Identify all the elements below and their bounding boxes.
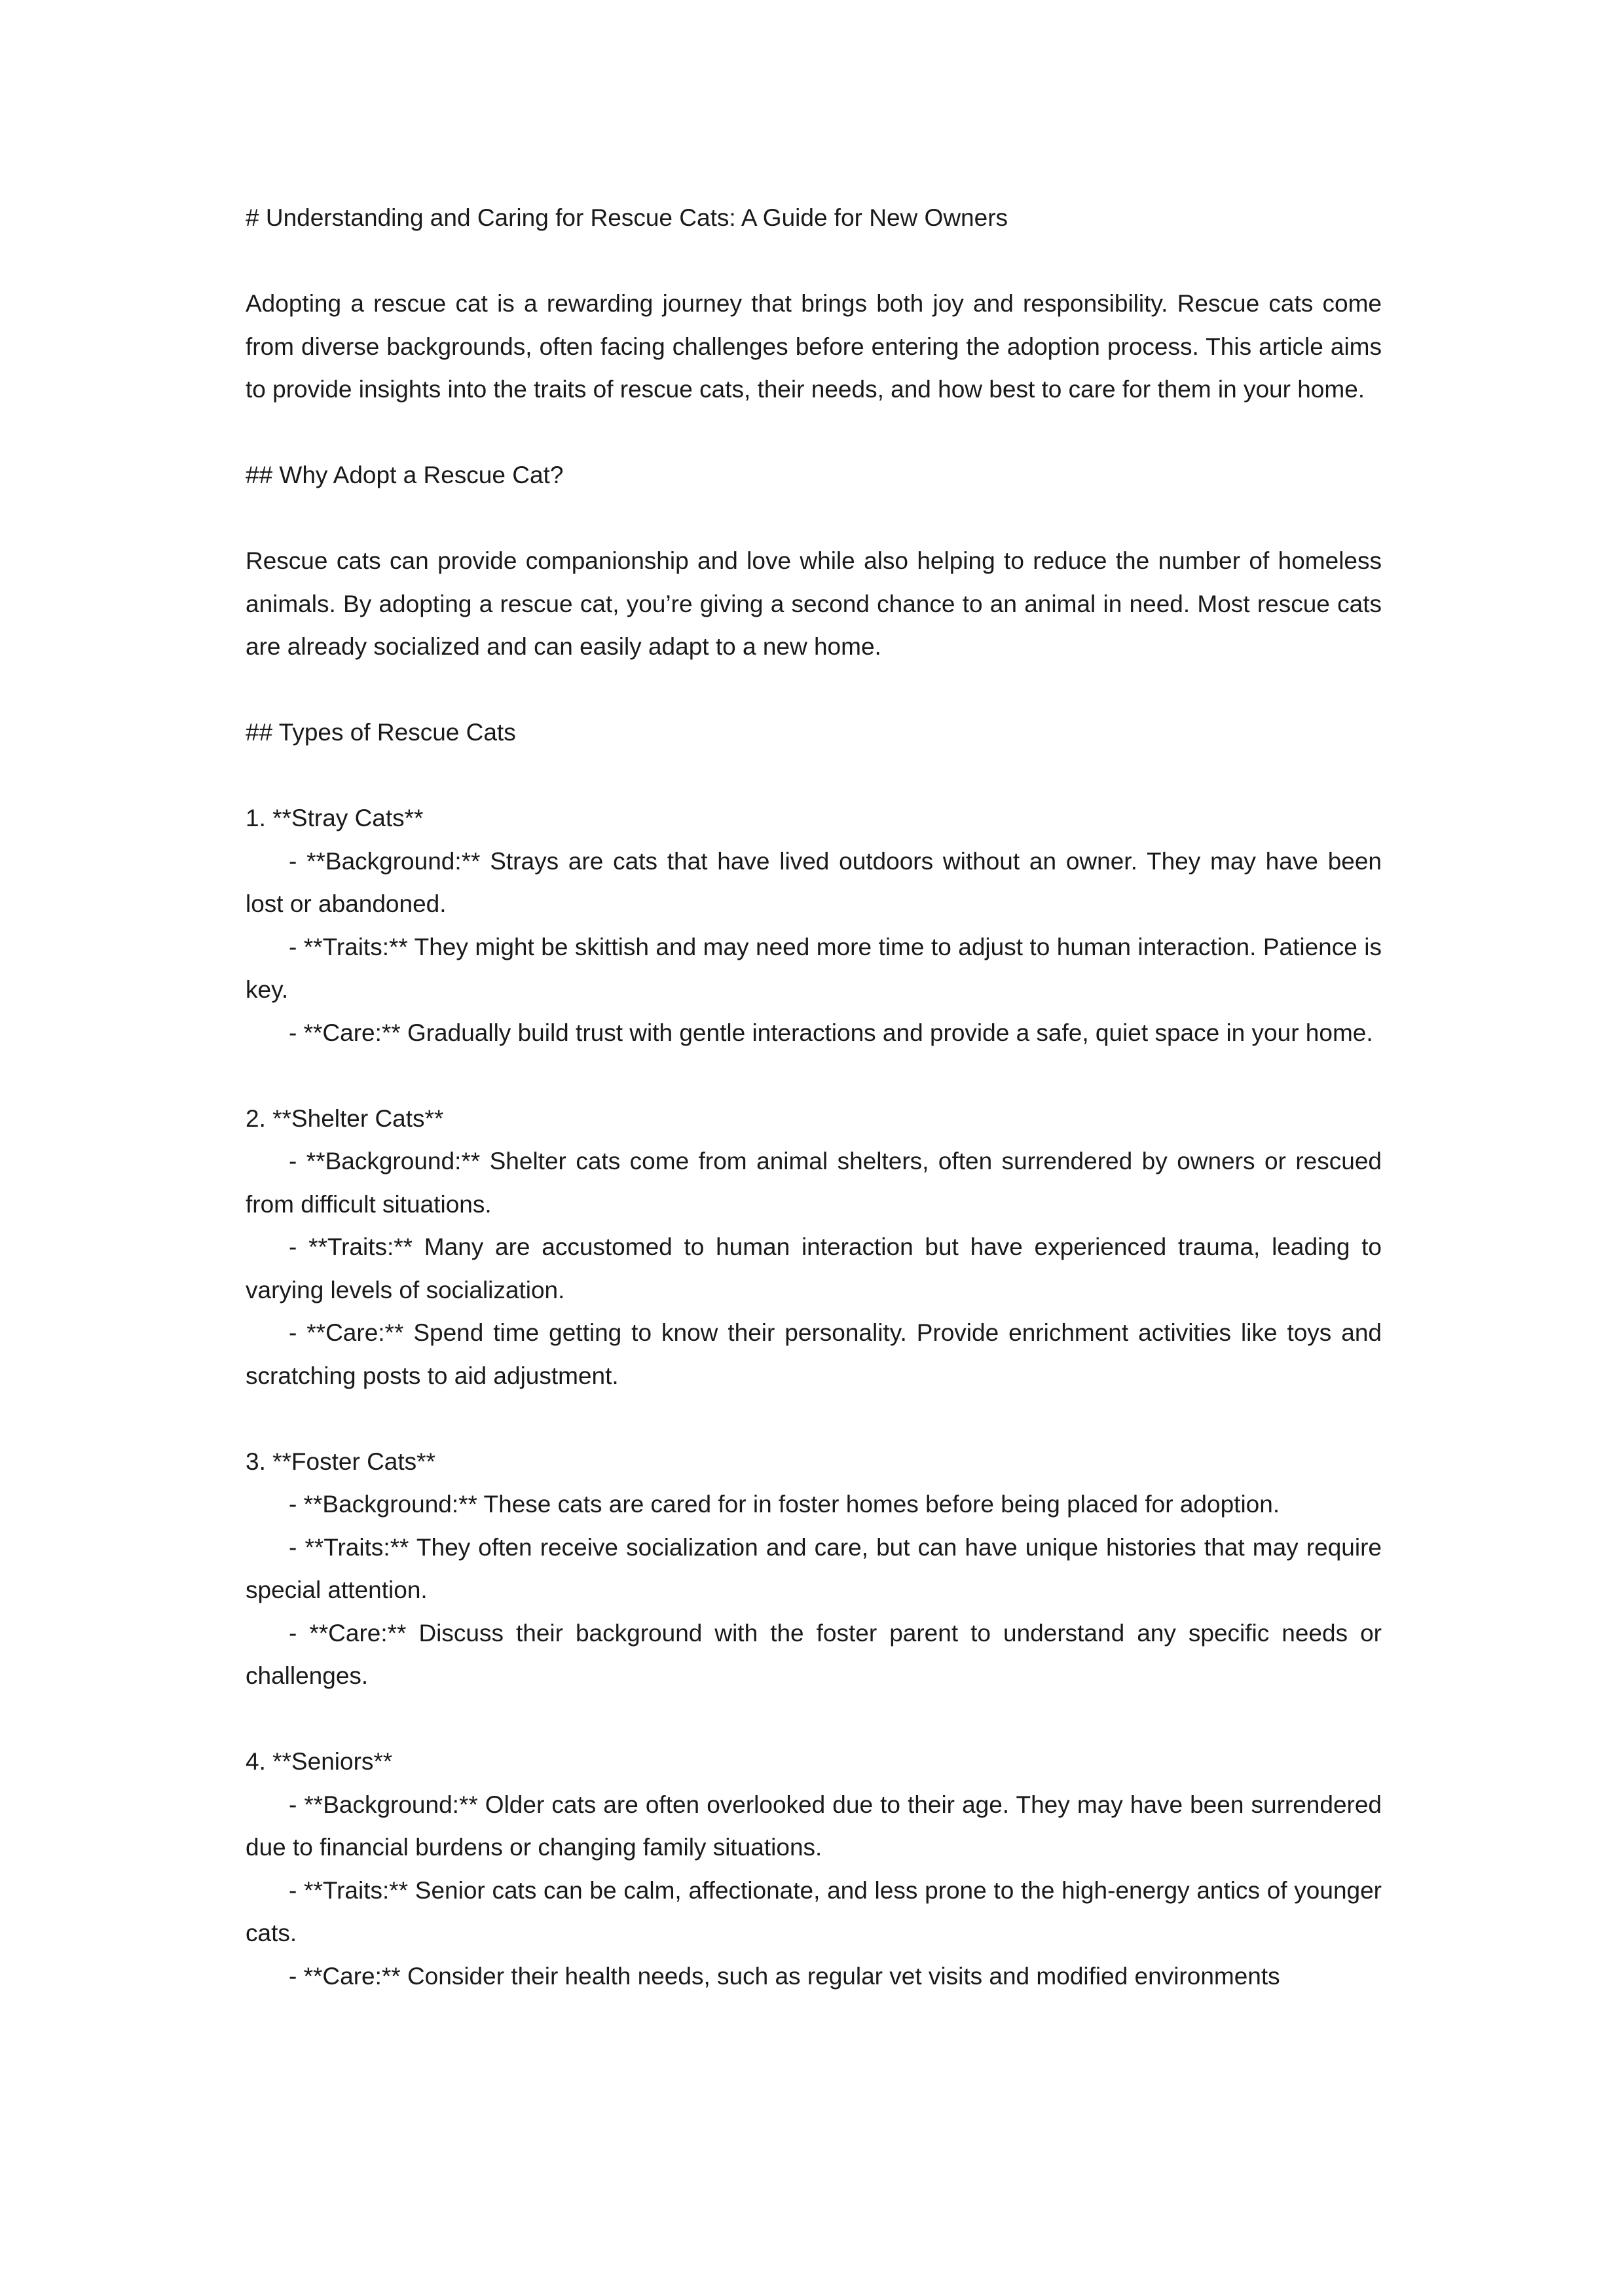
list-item-stray-cats bbox=[246, 797, 1382, 1054]
list-item-traits: - **Traits:** They often receive socialization and care, but can have unique histories that may require special attention. bbox=[246, 1533, 1382, 1603]
list-item-title: 3. **Foster Cats** bbox=[246, 1448, 435, 1475]
list-item-foster-cats bbox=[246, 1440, 1382, 1698]
list-item-background: - **Background:** These cats are cared for in foster homes before being placed for adoption. bbox=[289, 1491, 1280, 1518]
list-item-background: - **Background:** Older cats are often overlooked due to their age. They may have been surrendered due to financial burdens or changing family situations. bbox=[246, 1791, 1382, 1861]
list-item-traits: - **Traits:** They might be skittish and may need more time to adjust to human interaction. Patience is key. bbox=[246, 933, 1382, 1003]
list-item-title: 2. **Shelter Cats** bbox=[246, 1104, 444, 1132]
list-item-title: 4. **Seniors** bbox=[246, 1748, 393, 1775]
list-item-background: - **Background:** Strays are cats that have lived outdoors without an owner. They may have been lost or abandoned. bbox=[246, 847, 1382, 917]
section-heading-why-adopt: ## Why Adopt a Rescue Cat? bbox=[246, 462, 564, 488]
list-item-care: - **Care:** Consider their health needs, such as regular vet visits and modified environments bbox=[289, 1962, 1280, 1990]
list-item-traits: - **Traits:** Many are accustomed to human interaction but have experienced trauma, leading to varying levels of socialization. bbox=[246, 1233, 1382, 1303]
list-item-seniors bbox=[246, 1740, 1382, 1997]
list-item-traits: - **Traits:** Senior cats can be calm, affectionate, and less prone to the high-energy antics of younger cats. bbox=[246, 1876, 1382, 1946]
document-title: # Understanding and Caring for Rescue Cats: A Guide for New Owners bbox=[246, 204, 1008, 231]
intro-paragraph: Adopting a rescue cat is a rewarding journey that brings both joy and responsibility. Rescue cats come from diverse backgrounds, often facing challenges before entering the adoption process. This article aims to provide insights into the traits of rescue cats, their needs, and how best to care for them in your home. bbox=[246, 290, 1382, 403]
list-item-title: 1. **Stray Cats** bbox=[246, 805, 424, 831]
list-item-care: - **Care:** Gradually build trust with gentle interactions and provide a safe, quiet space in your home. bbox=[289, 1019, 1373, 1046]
list-item-background: - **Background:** Shelter cats come from animal shelters, often surrendered by owners or rescued from difficult situations. bbox=[246, 1148, 1382, 1218]
section-heading-types: ## Types of Rescue Cats bbox=[246, 719, 516, 746]
document-body bbox=[246, 196, 1382, 2041]
list-item-care: - **Care:** Spend time getting to know their personality. Provide enrichment activities like toys and scratching posts to aid adjustment. bbox=[246, 1319, 1382, 1389]
list-item-shelter-cats bbox=[246, 1097, 1382, 1398]
list-item-care: - **Care:** Discuss their background with the foster parent to understand any specific needs or challenges. bbox=[246, 1619, 1382, 1689]
why-adopt-paragraph: Rescue cats can provide companionship and love while also helping to reduce the number of homeless animals. By adopting a rescue cat, you’re giving a second chance to an animal in need. Most rescue cats are already socialized and can easily adapt to a new home. bbox=[246, 547, 1382, 660]
